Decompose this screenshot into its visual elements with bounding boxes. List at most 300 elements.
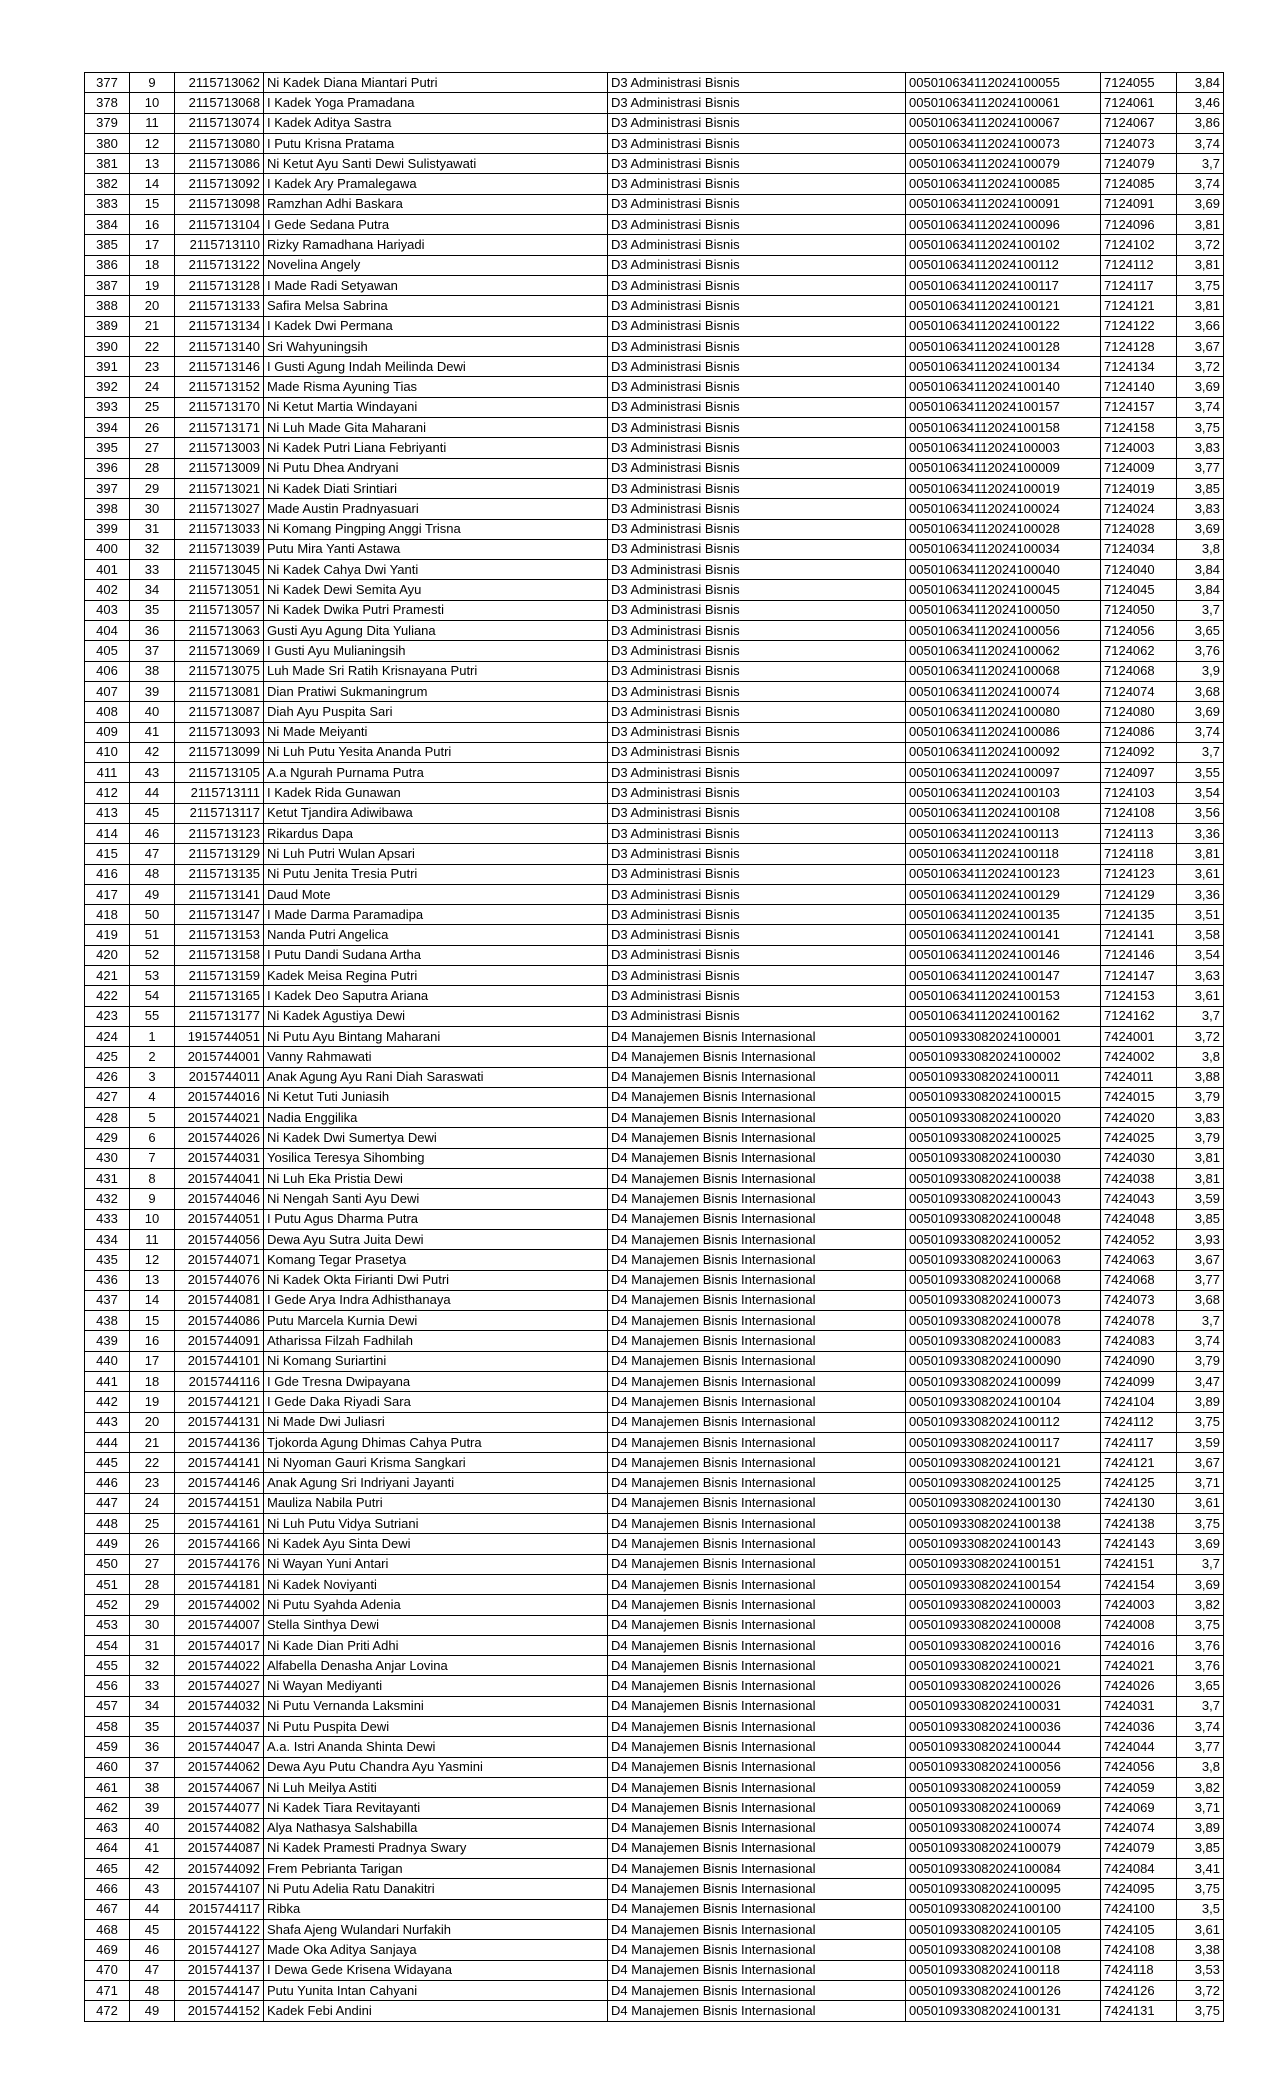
gpa-cell: 3,84: [1177, 580, 1224, 600]
student-name-cell: Diah Ayu Puspita Sari: [264, 702, 608, 722]
diploma-number-cell: 005010634112024100074: [906, 681, 1101, 701]
diploma-number-cell: 005010933082024100036: [906, 1717, 1101, 1737]
student-id-cell: 2115713062: [175, 73, 264, 93]
row-number-cell: 378: [85, 93, 130, 113]
sequence-number-cell: 24: [130, 1493, 175, 1513]
row-number-cell: 377: [85, 73, 130, 93]
study-program-cell: D3 Administrasi Bisnis: [608, 844, 906, 864]
row-number-cell: 443: [85, 1412, 130, 1432]
student-name-cell: Putu Yunita Intan Cahyani: [264, 1980, 608, 2000]
diploma-number-cell: 005010933082024100104: [906, 1392, 1101, 1412]
gpa-cell: 3,76: [1177, 641, 1224, 661]
study-program-cell: D3 Administrasi Bisnis: [608, 357, 906, 377]
transcript-number-cell: 7424151: [1101, 1554, 1177, 1574]
table-row: [85, 1554, 1224, 1574]
sequence-number-cell: 21: [130, 1432, 175, 1452]
sequence-number-cell: 35: [130, 1717, 175, 1737]
diploma-number-cell: 005010634112024100009: [906, 458, 1101, 478]
study-program-cell: D4 Manajemen Bisnis Internasional: [608, 1676, 906, 1696]
sequence-number-cell: 13: [130, 1270, 175, 1290]
study-program-cell: D3 Administrasi Bisnis: [608, 702, 906, 722]
gpa-cell: 3,85: [1177, 478, 1224, 498]
diploma-number-cell: 005010933082024100130: [906, 1493, 1101, 1513]
diploma-number-cell: 005010933082024100044: [906, 1737, 1101, 1757]
transcript-number-cell: 7424052: [1101, 1229, 1177, 1249]
study-program-cell: D3 Administrasi Bisnis: [608, 519, 906, 539]
sequence-number-cell: 30: [130, 499, 175, 519]
student-id-cell: 2015744056: [175, 1229, 264, 1249]
sequence-number-cell: 27: [130, 438, 175, 458]
gpa-cell: 3,86: [1177, 113, 1224, 133]
student-name-cell: I Gede Daka Riyadi Sara: [264, 1392, 608, 1412]
diploma-number-cell: 005010933082024100052: [906, 1229, 1101, 1249]
table-row: [85, 255, 1224, 275]
diploma-number-cell: 005010933082024100083: [906, 1331, 1101, 1351]
student-id-cell: 2015744081: [175, 1290, 264, 1310]
study-program-cell: D4 Manajemen Bisnis Internasional: [608, 1980, 906, 2000]
student-name-cell: Ni Kadek Cahya Dwi Yanti: [264, 560, 608, 580]
student-id-cell: 2015744046: [175, 1189, 264, 1209]
row-number-cell: 465: [85, 1859, 130, 1879]
row-number-cell: 407: [85, 681, 130, 701]
table-row: [85, 296, 1224, 316]
diploma-number-cell: 005010933082024100056: [906, 1757, 1101, 1777]
transcript-number-cell: 7424074: [1101, 1818, 1177, 1838]
transcript-number-cell: 7424021: [1101, 1656, 1177, 1676]
row-number-cell: 466: [85, 1879, 130, 1899]
study-program-cell: D4 Manajemen Bisnis Internasional: [608, 1777, 906, 1797]
transcript-number-cell: 7424118: [1101, 1960, 1177, 1980]
diploma-number-cell: 005010933082024100003: [906, 1595, 1101, 1615]
table-row: [85, 1006, 1224, 1026]
study-program-cell: D3 Administrasi Bisnis: [608, 803, 906, 823]
transcript-number-cell: 7424108: [1101, 1940, 1177, 1960]
diploma-number-cell: 005010933082024100008: [906, 1615, 1101, 1635]
transcript-number-cell: 7124056: [1101, 621, 1177, 641]
table-row: [85, 702, 1224, 722]
student-name-cell: Mauliza Nabila Putri: [264, 1493, 608, 1513]
transcript-number-cell: 7424015: [1101, 1087, 1177, 1107]
gpa-cell: 3,56: [1177, 803, 1224, 823]
student-name-cell: Ni Putu Syahda Adenia: [264, 1595, 608, 1615]
transcript-number-cell: 7124157: [1101, 397, 1177, 417]
study-program-cell: D3 Administrasi Bisnis: [608, 296, 906, 316]
study-program-cell: D3 Administrasi Bisnis: [608, 113, 906, 133]
diploma-number-cell: 005010933082024100048: [906, 1209, 1101, 1229]
study-program-cell: D4 Manajemen Bisnis Internasional: [608, 1798, 906, 1818]
table-row: [85, 1696, 1224, 1716]
student-name-cell: Ni Komang Suriartini: [264, 1351, 608, 1371]
student-id-cell: 2115713087: [175, 702, 264, 722]
study-program-cell: D3 Administrasi Bisnis: [608, 93, 906, 113]
study-program-cell: D4 Manajemen Bisnis Internasional: [608, 1818, 906, 1838]
student-id-cell: 2115713033: [175, 519, 264, 539]
study-program-cell: D4 Manajemen Bisnis Internasional: [608, 2001, 906, 2021]
student-name-cell: Ni Luh Putri Wulan Apsari: [264, 844, 608, 864]
sequence-number-cell: 1: [130, 1026, 175, 1046]
student-name-cell: Ni Wayan Yuni Antari: [264, 1554, 608, 1574]
table-row: [85, 275, 1224, 295]
study-program-cell: D3 Administrasi Bisnis: [608, 661, 906, 681]
student-name-cell: Shafa Ajeng Wulandari Nurfakih: [264, 1920, 608, 1940]
student-id-cell: 2015744151: [175, 1493, 264, 1513]
student-name-cell: Kadek Febi Andini: [264, 2001, 608, 2021]
row-number-cell: 402: [85, 580, 130, 600]
gpa-cell: 3,72: [1177, 1980, 1224, 2000]
table-row: [85, 377, 1224, 397]
row-number-cell: 401: [85, 560, 130, 580]
student-name-cell: Alya Nathasya Salshabilla: [264, 1818, 608, 1838]
diploma-number-cell: 005010634112024100108: [906, 803, 1101, 823]
table-row: [85, 1432, 1224, 1452]
student-name-cell: Ni Kadek Putri Liana Febriyanti: [264, 438, 608, 458]
row-number-cell: 380: [85, 133, 130, 153]
study-program-cell: D4 Manajemen Bisnis Internasional: [608, 1514, 906, 1534]
table-row: [85, 539, 1224, 559]
student-name-cell: Dewa Ayu Sutra Juita Dewi: [264, 1229, 608, 1249]
sequence-number-cell: 36: [130, 1737, 175, 1757]
student-name-cell: Novelina Angely: [264, 255, 608, 275]
gpa-cell: 3,59: [1177, 1432, 1224, 1452]
gpa-cell: 3,63: [1177, 966, 1224, 986]
table-row: [85, 1818, 1224, 1838]
transcript-number-cell: 7124134: [1101, 357, 1177, 377]
table-row: [85, 1331, 1224, 1351]
gpa-cell: 3,72: [1177, 235, 1224, 255]
transcript-number-cell: 7424020: [1101, 1108, 1177, 1128]
study-program-cell: D3 Administrasi Bisnis: [608, 235, 906, 255]
row-number-cell: 457: [85, 1696, 130, 1716]
gpa-cell: 3,7: [1177, 1696, 1224, 1716]
sequence-number-cell: 9: [130, 73, 175, 93]
row-number-cell: 428: [85, 1108, 130, 1128]
student-id-cell: 2115713057: [175, 600, 264, 620]
table-row: [85, 1311, 1224, 1331]
gpa-cell: 3,68: [1177, 681, 1224, 701]
student-name-cell: I Kadek Dwi Permana: [264, 316, 608, 336]
sequence-number-cell: 43: [130, 763, 175, 783]
study-program-cell: D3 Administrasi Bisnis: [608, 73, 906, 93]
gpa-cell: 3,67: [1177, 1453, 1224, 1473]
student-id-cell: 2015744027: [175, 1676, 264, 1696]
gpa-cell: 3,83: [1177, 438, 1224, 458]
table-row: [85, 763, 1224, 783]
student-id-cell: 2015744121: [175, 1392, 264, 1412]
student-id-cell: 2015744161: [175, 1514, 264, 1534]
study-program-cell: D4 Manajemen Bisnis Internasional: [608, 1493, 906, 1513]
transcript-number-cell: 7124003: [1101, 438, 1177, 458]
transcript-number-cell: 7124112: [1101, 255, 1177, 275]
student-name-cell: Alfabella Denasha Anjar Lovina: [264, 1656, 608, 1676]
gpa-cell: 3,79: [1177, 1128, 1224, 1148]
diploma-number-cell: 005010933082024100011: [906, 1067, 1101, 1087]
student-name-cell: Kadek Meisa Regina Putri: [264, 966, 608, 986]
transcript-number-cell: 7124140: [1101, 377, 1177, 397]
table-row: [85, 884, 1224, 904]
gpa-cell: 3,71: [1177, 1473, 1224, 1493]
student-id-cell: 2015744016: [175, 1087, 264, 1107]
student-id-cell: 2015744147: [175, 1980, 264, 2000]
transcript-number-cell: 7124079: [1101, 154, 1177, 174]
student-id-cell: 2115713134: [175, 316, 264, 336]
transcript-number-cell: 7124045: [1101, 580, 1177, 600]
study-program-cell: D3 Administrasi Bisnis: [608, 580, 906, 600]
row-number-cell: 381: [85, 154, 130, 174]
sequence-number-cell: 39: [130, 681, 175, 701]
diploma-number-cell: 005010933082024100043: [906, 1189, 1101, 1209]
transcript-number-cell: 7424031: [1101, 1696, 1177, 1716]
transcript-number-cell: 7124146: [1101, 945, 1177, 965]
table-row: [85, 478, 1224, 498]
row-number-cell: 386: [85, 255, 130, 275]
gpa-cell: 3,72: [1177, 357, 1224, 377]
study-program-cell: D3 Administrasi Bisnis: [608, 539, 906, 559]
row-number-cell: 408: [85, 702, 130, 722]
gpa-cell: 3,74: [1177, 722, 1224, 742]
diploma-number-cell: 005010634112024100129: [906, 884, 1101, 904]
gpa-cell: 3,7: [1177, 1311, 1224, 1331]
student-name-cell: I Gusti Ayu Mulianingsih: [264, 641, 608, 661]
student-name-cell: Ni Kadek Diati Srintiari: [264, 478, 608, 498]
table-row: [85, 1270, 1224, 1290]
student-name-cell: I Putu Krisna Pratama: [264, 133, 608, 153]
sequence-number-cell: 15: [130, 1311, 175, 1331]
row-number-cell: 439: [85, 1331, 130, 1351]
row-number-cell: 388: [85, 296, 130, 316]
transcript-number-cell: 7124061: [1101, 93, 1177, 113]
student-id-cell: 2115713122: [175, 255, 264, 275]
diploma-number-cell: 005010933082024100112: [906, 1412, 1101, 1432]
row-number-cell: 423: [85, 1006, 130, 1026]
table-row: [85, 113, 1224, 133]
gpa-cell: 3,69: [1177, 702, 1224, 722]
study-program-cell: D3 Administrasi Bisnis: [608, 621, 906, 641]
row-number-cell: 379: [85, 113, 130, 133]
student-name-cell: Rikardus Dapa: [264, 823, 608, 843]
gpa-cell: 3,93: [1177, 1229, 1224, 1249]
student-id-cell: 2115713171: [175, 418, 264, 438]
table-row: [85, 1534, 1224, 1554]
student-id-cell: 2015744122: [175, 1920, 264, 1940]
sequence-number-cell: 16: [130, 1331, 175, 1351]
diploma-number-cell: 005010634112024100122: [906, 316, 1101, 336]
student-id-cell: 2115713104: [175, 215, 264, 235]
student-name-cell: Ni Kadek Dewi Semita Ayu: [264, 580, 608, 600]
table-row: [85, 1026, 1224, 1046]
row-number-cell: 461: [85, 1777, 130, 1797]
row-number-cell: 436: [85, 1270, 130, 1290]
student-id-cell: 2015744181: [175, 1574, 264, 1594]
gpa-cell: 3,68: [1177, 1290, 1224, 1310]
diploma-number-cell: 005010634112024100061: [906, 93, 1101, 113]
diploma-number-cell: 005010634112024100091: [906, 194, 1101, 214]
diploma-number-cell: 005010634112024100103: [906, 783, 1101, 803]
diploma-number-cell: 005010933082024100099: [906, 1372, 1101, 1392]
student-name-cell: Yosilica Teresya Sihombing: [264, 1148, 608, 1168]
table-row: [85, 641, 1224, 661]
study-program-cell: D4 Manajemen Bisnis Internasional: [608, 1108, 906, 1128]
diploma-number-cell: 005010634112024100113: [906, 823, 1101, 843]
transcript-number-cell: 7424043: [1101, 1189, 1177, 1209]
row-number-cell: 444: [85, 1432, 130, 1452]
transcript-number-cell: 7124085: [1101, 174, 1177, 194]
table-row: [85, 966, 1224, 986]
student-id-cell: 2115713021: [175, 478, 264, 498]
row-number-cell: 430: [85, 1148, 130, 1168]
gpa-cell: 3,74: [1177, 174, 1224, 194]
study-program-cell: D4 Manajemen Bisnis Internasional: [608, 1453, 906, 1473]
transcript-number-cell: 7424063: [1101, 1250, 1177, 1270]
table-row: [85, 986, 1224, 1006]
sequence-number-cell: 23: [130, 1473, 175, 1493]
table-row: [85, 1899, 1224, 1919]
transcript-number-cell: 7124068: [1101, 661, 1177, 681]
study-program-cell: D3 Administrasi Bisnis: [608, 275, 906, 295]
diploma-number-cell: 005010933082024100125: [906, 1473, 1101, 1493]
diploma-number-cell: 005010634112024100062: [906, 641, 1101, 661]
gpa-cell: 3,69: [1177, 1574, 1224, 1594]
gpa-cell: 3,84: [1177, 560, 1224, 580]
sequence-number-cell: 44: [130, 783, 175, 803]
diploma-number-cell: 005010933082024100031: [906, 1696, 1101, 1716]
transcript-number-cell: 7124024: [1101, 499, 1177, 519]
table-row: [85, 316, 1224, 336]
sequence-number-cell: 15: [130, 194, 175, 214]
diploma-number-cell: 005010933082024100068: [906, 1270, 1101, 1290]
student-name-cell: I Kadek Ary Pramalegawa: [264, 174, 608, 194]
study-program-cell: D3 Administrasi Bisnis: [608, 763, 906, 783]
study-program-cell: D4 Manajemen Bisnis Internasional: [608, 1169, 906, 1189]
transcript-number-cell: 7424138: [1101, 1514, 1177, 1534]
sequence-number-cell: 48: [130, 1980, 175, 2000]
student-name-cell: Ni Luh Putu Vidya Sutriani: [264, 1514, 608, 1534]
transcript-number-cell: 7424126: [1101, 1980, 1177, 2000]
sequence-number-cell: 10: [130, 93, 175, 113]
table-row: [85, 93, 1224, 113]
gpa-cell: 3,9: [1177, 661, 1224, 681]
diploma-number-cell: 005010933082024100016: [906, 1635, 1101, 1655]
study-program-cell: D3 Administrasi Bisnis: [608, 945, 906, 965]
sequence-number-cell: 16: [130, 215, 175, 235]
study-program-cell: D3 Administrasi Bisnis: [608, 966, 906, 986]
sequence-number-cell: 12: [130, 1250, 175, 1270]
graduate-list-table: [84, 72, 1224, 2022]
transcript-number-cell: 7424112: [1101, 1412, 1177, 1432]
transcript-number-cell: 7424105: [1101, 1920, 1177, 1940]
row-number-cell: 472: [85, 2001, 130, 2021]
student-id-cell: 2015744092: [175, 1859, 264, 1879]
student-name-cell: Ni Nengah Santi Ayu Dewi: [264, 1189, 608, 1209]
student-id-cell: 2015744037: [175, 1717, 264, 1737]
row-number-cell: 453: [85, 1615, 130, 1635]
table-row: [85, 1108, 1224, 1128]
row-number-cell: 455: [85, 1656, 130, 1676]
sequence-number-cell: 45: [130, 803, 175, 823]
transcript-number-cell: 7124055: [1101, 73, 1177, 93]
sequence-number-cell: 28: [130, 1574, 175, 1594]
diploma-number-cell: 005010634112024100162: [906, 1006, 1101, 1026]
transcript-number-cell: 7424143: [1101, 1534, 1177, 1554]
diploma-number-cell: 005010634112024100158: [906, 418, 1101, 438]
sequence-number-cell: 38: [130, 661, 175, 681]
sequence-number-cell: 32: [130, 539, 175, 559]
table-row: [85, 1087, 1224, 1107]
student-name-cell: Dian Pratiwi Sukmaningrum: [264, 681, 608, 701]
sequence-number-cell: 2: [130, 1047, 175, 1067]
student-id-cell: 2115713146: [175, 357, 264, 377]
transcript-number-cell: 7424121: [1101, 1453, 1177, 1473]
gpa-cell: 3,71: [1177, 1798, 1224, 1818]
row-number-cell: 418: [85, 905, 130, 925]
student-id-cell: 2115713170: [175, 397, 264, 417]
table-row: [85, 560, 1224, 580]
gpa-cell: 3,61: [1177, 986, 1224, 1006]
study-program-cell: D3 Administrasi Bisnis: [608, 641, 906, 661]
gpa-cell: 3,77: [1177, 1270, 1224, 1290]
table-row: [85, 1128, 1224, 1148]
transcript-number-cell: 7424095: [1101, 1879, 1177, 1899]
student-name-cell: Ni Kadek Tiara Revitayanti: [264, 1798, 608, 1818]
study-program-cell: D3 Administrasi Bisnis: [608, 681, 906, 701]
student-name-cell: Komang Tegar Prasetya: [264, 1250, 608, 1270]
table-row: [85, 823, 1224, 843]
diploma-number-cell: 005010634112024100157: [906, 397, 1101, 417]
transcript-number-cell: 7424048: [1101, 1209, 1177, 1229]
row-number-cell: 438: [85, 1311, 130, 1331]
student-name-cell: Ni Ketut Martia Windayani: [264, 397, 608, 417]
student-name-cell: Ni Kadek Diana Miantari Putri: [264, 73, 608, 93]
student-id-cell: 2115713003: [175, 438, 264, 458]
student-id-cell: 2115713080: [175, 133, 264, 153]
table-row: [85, 1798, 1224, 1818]
study-program-cell: D3 Administrasi Bisnis: [608, 154, 906, 174]
gpa-cell: 3,46: [1177, 93, 1224, 113]
diploma-number-cell: 005010933082024100069: [906, 1798, 1101, 1818]
study-program-cell: D4 Manajemen Bisnis Internasional: [608, 1148, 906, 1168]
row-number-cell: 405: [85, 641, 130, 661]
student-name-cell: Anak Agung Sri Indriyani Jayanti: [264, 1473, 608, 1493]
student-name-cell: Ni Kade Dian Priti Adhi: [264, 1635, 608, 1655]
student-id-cell: 2115713153: [175, 925, 264, 945]
row-number-cell: 460: [85, 1757, 130, 1777]
row-number-cell: 415: [85, 844, 130, 864]
transcript-number-cell: 7124113: [1101, 823, 1177, 843]
transcript-number-cell: 7424025: [1101, 1128, 1177, 1148]
diploma-number-cell: 005010634112024100128: [906, 336, 1101, 356]
sequence-number-cell: 29: [130, 1595, 175, 1615]
gpa-cell: 3,41: [1177, 1859, 1224, 1879]
diploma-number-cell: 005010933082024100026: [906, 1676, 1101, 1696]
sequence-number-cell: 38: [130, 1777, 175, 1797]
row-number-cell: 396: [85, 458, 130, 478]
student-id-cell: 2015744077: [175, 1798, 264, 1818]
table-row: [85, 1737, 1224, 1757]
student-id-cell: 2115713165: [175, 986, 264, 1006]
row-number-cell: 425: [85, 1047, 130, 1067]
student-id-cell: 2015744166: [175, 1534, 264, 1554]
table-row: [85, 1777, 1224, 1797]
gpa-cell: 3,75: [1177, 1514, 1224, 1534]
sequence-number-cell: 18: [130, 1372, 175, 1392]
sequence-number-cell: 55: [130, 1006, 175, 1026]
table-row: [85, 397, 1224, 417]
student-id-cell: 2015744062: [175, 1757, 264, 1777]
student-name-cell: Ni Kadek Dwi Sumertya Dewi: [264, 1128, 608, 1148]
row-number-cell: 417: [85, 884, 130, 904]
table-row: [85, 1290, 1224, 1310]
study-program-cell: D4 Manajemen Bisnis Internasional: [608, 1067, 906, 1087]
study-program-cell: D4 Manajemen Bisnis Internasional: [608, 1209, 906, 1229]
